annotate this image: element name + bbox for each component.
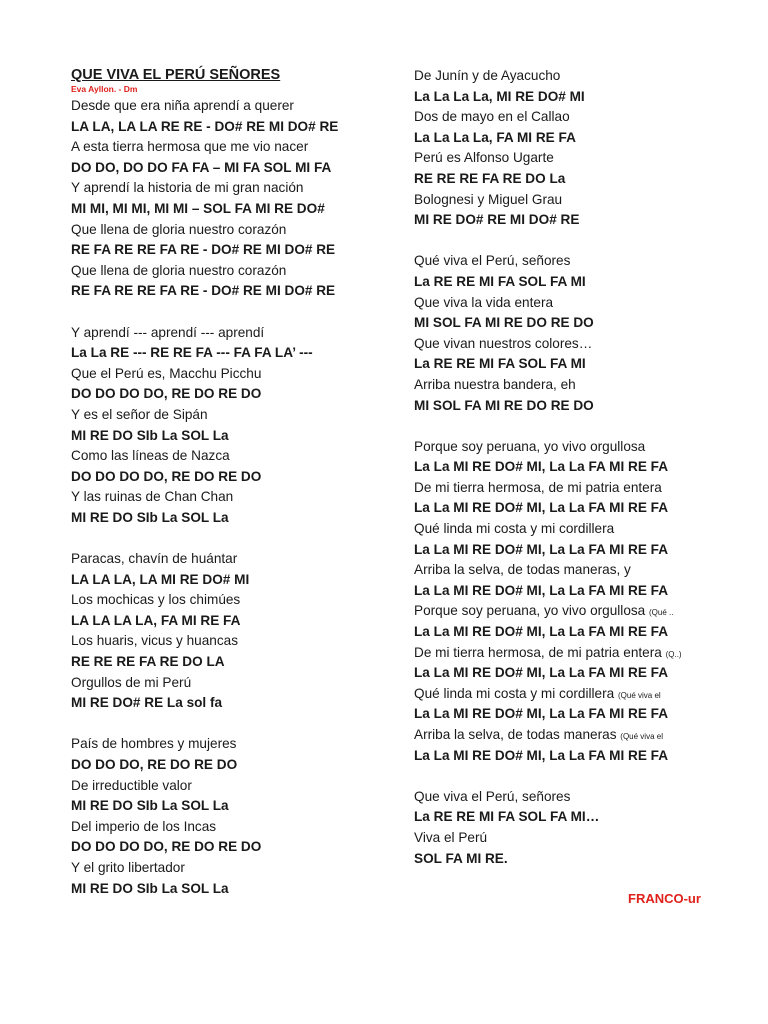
line-text: Que vivan nuestros colores… — [414, 335, 593, 351]
line-text: Y aprendí --- aprendí --- aprendí — [71, 324, 265, 340]
line-text: Perú es Alfonso Ugarte — [414, 150, 554, 166]
line-text: RE RE RE FA RE DO LA — [71, 654, 225, 670]
line-text: Que viva la vida entera — [414, 294, 554, 310]
line-text: LA LA LA, LA MI RE DO# MI — [71, 571, 250, 587]
notes-line — [71, 879, 401, 900]
line-text: MI RE DO SIb La SOL La — [71, 509, 229, 525]
line-text: Y las ruinas de Chan Chan — [71, 489, 234, 505]
stanza-gap — [71, 714, 401, 735]
line-text: La La La La, FA MI RE FA — [414, 129, 576, 145]
line-text: Los huaris, vicus y huancas — [71, 633, 238, 649]
notes-line — [414, 807, 754, 828]
line-text: De mi tierra hermosa, de mi patria entera — [414, 644, 662, 660]
line-text: La La MI RE DO# MI, La La FA MI RE FA — [414, 582, 669, 598]
notes-line — [71, 158, 401, 179]
notes-line — [414, 540, 754, 561]
aside-note: (Q..) — [665, 649, 682, 659]
lyric-line — [71, 549, 401, 570]
line-text: De irreductible valor — [71, 777, 192, 793]
line-text: Paracas, chavín de huántar — [71, 551, 238, 567]
line-text: MI RE DO SIb La SOL La — [71, 798, 229, 814]
notes-line — [71, 384, 401, 405]
aside-note: (Qué viva el — [617, 690, 661, 700]
lyric-line — [414, 251, 754, 272]
line-text: Dos de mayo en el Callao — [414, 109, 570, 125]
lyric-line — [71, 405, 401, 426]
lyric-line — [414, 601, 754, 622]
lyric-line — [414, 375, 754, 396]
notes-line — [414, 704, 754, 725]
notes-line — [414, 128, 754, 149]
line-text: RE FA RE RE FA RE - DO# RE MI DO# RE — [71, 283, 336, 299]
lyric-line — [414, 437, 754, 458]
line-text: La La MI RE DO# MI, La La FA MI RE FA — [414, 541, 669, 557]
lyric-line — [71, 734, 401, 755]
signature: FRANCO-ur — [628, 891, 701, 906]
notes-line — [414, 87, 754, 108]
line-text: LA LA, LA LA RE RE - DO# RE MI DO# RE — [71, 118, 339, 134]
line-text: Y es el señor de Sipán — [71, 406, 208, 422]
line-text: Qué viva el Perú, señores — [414, 253, 571, 269]
line-text: MI SOL FA MI RE DO RE DO — [414, 315, 594, 331]
lyric-line — [71, 446, 401, 467]
notes-line — [71, 796, 401, 817]
notes-line — [414, 354, 754, 375]
lyric-line — [414, 478, 754, 499]
lyric-line — [414, 787, 754, 808]
line-text: La La MI RE DO# MI, La La FA MI RE FA — [414, 665, 669, 681]
line-text: Como las líneas de Nazca — [71, 448, 230, 464]
notes-line — [71, 426, 401, 447]
lyric-line — [71, 673, 401, 694]
notes-line — [414, 210, 754, 231]
line-text: MI RE DO SIb La SOL La — [71, 427, 229, 443]
line-text: Que el Perú es, Macchu Picchu — [71, 365, 262, 381]
right-column — [414, 66, 754, 869]
line-text: Qué linda mi costa y mi cordillera — [414, 521, 615, 537]
line-text: Los mochicas y los chimúes — [71, 592, 241, 608]
lyric-line — [414, 828, 754, 849]
notes-line — [71, 467, 401, 488]
line-text: DO DO DO DO, RE DO RE DO — [71, 468, 262, 484]
line-text: Y el grito libertador — [71, 859, 185, 875]
line-text: MI RE DO SIb La SOL La — [71, 880, 229, 896]
line-text: DO DO DO DO, RE DO RE DO — [71, 386, 262, 402]
lyric-line — [414, 293, 754, 314]
line-text: LA LA LA LA, FA MI RE FA — [71, 612, 241, 628]
line-text: Viva el Perú — [414, 829, 488, 845]
lyric-line — [414, 190, 754, 211]
line-text: Arriba la selva, de todas maneras, y — [414, 562, 631, 578]
lyric-line — [71, 776, 401, 797]
notes-line — [71, 281, 401, 302]
notes-line — [71, 240, 401, 261]
right-lines — [414, 66, 754, 869]
notes-line — [414, 272, 754, 293]
line-text: MI MI, MI MI, MI MI – SOL FA MI RE DO# — [71, 200, 325, 216]
notes-line — [71, 611, 401, 632]
lyric-line — [414, 725, 754, 746]
song-subtitle: Eva Ayllon. - Dm — [71, 84, 138, 94]
lyric-line — [71, 590, 401, 611]
stanza-gap — [71, 528, 401, 549]
stanza-gap — [414, 231, 754, 252]
lyric-line — [414, 643, 754, 664]
lyric-line — [71, 178, 401, 199]
stanza-gap — [414, 766, 754, 787]
line-text: DO DO DO, RE DO RE DO — [71, 757, 238, 772]
lyric-line — [71, 817, 401, 838]
line-text: Qué linda mi costa y mi cordillera — [414, 685, 615, 701]
line-text: La La La La, MI RE DO# MI — [414, 88, 585, 104]
line-text: Que llena de gloria nuestro corazón — [71, 262, 287, 278]
notes-line — [414, 746, 754, 767]
line-text: Que viva el Perú, señores — [414, 788, 571, 804]
lyric-line — [414, 334, 754, 355]
lyric-line — [414, 107, 754, 128]
line-text: La La MI RE DO# MI, La La FA MI RE FA — [414, 500, 669, 516]
line-text: La La MI RE DO# MI, La La FA MI RE FA — [414, 624, 669, 640]
line-text: País de hombres y mujeres — [71, 736, 237, 752]
lyric-line — [71, 631, 401, 652]
lyric-line — [414, 560, 754, 581]
notes-line — [414, 581, 754, 602]
lyric-line — [71, 487, 401, 508]
stanza-gap — [71, 302, 401, 323]
lyric-line — [414, 66, 754, 87]
line-text: De Junín y de Ayacucho — [414, 68, 561, 83]
line-text: MI SOL FA MI RE DO RE DO — [414, 397, 594, 413]
notes-line — [71, 570, 401, 591]
line-text: Bolognesi y Miguel Grau — [414, 191, 563, 207]
notes-line — [414, 663, 754, 684]
line-text: La RE RE MI FA SOL FA MI — [414, 273, 586, 289]
line-text: MI RE DO# RE MI DO# RE — [414, 212, 580, 228]
line-text: Porque soy peruana, yo vivo orgullosa — [414, 603, 646, 619]
notes-line — [71, 343, 401, 364]
line-text: Arriba nuestra bandera, eh — [414, 376, 576, 392]
left-column — [71, 66, 401, 899]
lyric-line — [71, 858, 401, 879]
notes-line — [414, 396, 754, 417]
notes-line — [71, 199, 401, 220]
notes-line — [71, 755, 401, 776]
line-text: RE FA RE RE FA RE - DO# RE MI DO# RE — [71, 242, 336, 258]
notes-line — [71, 117, 401, 138]
notes-line — [414, 849, 754, 870]
lyric-line — [414, 148, 754, 169]
lyric-line — [71, 137, 401, 158]
stanza-gap — [414, 416, 754, 437]
line-text: MI RE DO# RE La sol fa — [71, 695, 223, 711]
line-text: DO DO, DO DO FA FA – MI FA SOL MI FA — [71, 159, 332, 175]
notes-line — [71, 508, 401, 529]
lyric-line — [414, 684, 754, 705]
lyric-line — [71, 96, 401, 117]
line-text: Y aprendí la historia de mi gran nación — [71, 180, 304, 196]
lyric-line — [71, 323, 401, 344]
line-text: Que llena de gloria nuestro corazón — [71, 221, 287, 237]
line-text: Porque soy peruana, yo vivo orgullosa — [414, 438, 646, 454]
line-text: De mi tierra hermosa, de mi patria entera — [414, 479, 662, 495]
notes-line — [71, 652, 401, 673]
line-text: La La RE --- RE RE FA --- FA FA LA’ --- — [71, 345, 313, 361]
line-text: La La MI RE DO# MI, La La FA MI RE FA — [414, 706, 669, 722]
aside-note: (Qué .. — [649, 608, 674, 618]
line-text: DO DO DO DO, RE DO RE DO — [71, 839, 262, 855]
song-title: QUE VIVA EL PERÚ SEÑORES — [71, 67, 281, 83]
line-text: Orgullos de mi Perú — [71, 674, 192, 690]
line-text: Arriba la selva, de todas maneras — [414, 727, 617, 742]
aside-note: (Qué viva el — [620, 732, 663, 741]
lyric-line — [71, 261, 401, 282]
line-text: La RE RE MI FA SOL FA MI… — [414, 809, 600, 825]
lyric-line — [71, 220, 401, 241]
notes-line — [71, 693, 401, 714]
line-text: SOL FA MI RE. — [414, 850, 508, 866]
line-text: Desde que era niña aprendí a querer — [71, 98, 294, 113]
lyric-line — [414, 519, 754, 540]
notes-line — [71, 837, 401, 858]
notes-line — [414, 622, 754, 643]
line-text: A esta tierra hermosa que me vio nacer — [71, 139, 309, 155]
line-text: RE RE RE FA RE DO La — [414, 170, 566, 186]
notes-line — [414, 457, 754, 478]
lyric-line — [71, 364, 401, 385]
line-text: La La MI RE DO# MI, La La FA MI RE FA — [414, 459, 669, 475]
line-text: La RE RE MI FA SOL FA MI — [414, 356, 586, 372]
notes-line — [414, 169, 754, 190]
line-text: Del imperio de los Incas — [71, 818, 217, 834]
left-lines — [71, 96, 401, 899]
line-text: La La MI RE DO# MI, La La FA MI RE FA — [414, 747, 669, 763]
notes-line — [414, 498, 754, 519]
notes-line — [414, 313, 754, 334]
